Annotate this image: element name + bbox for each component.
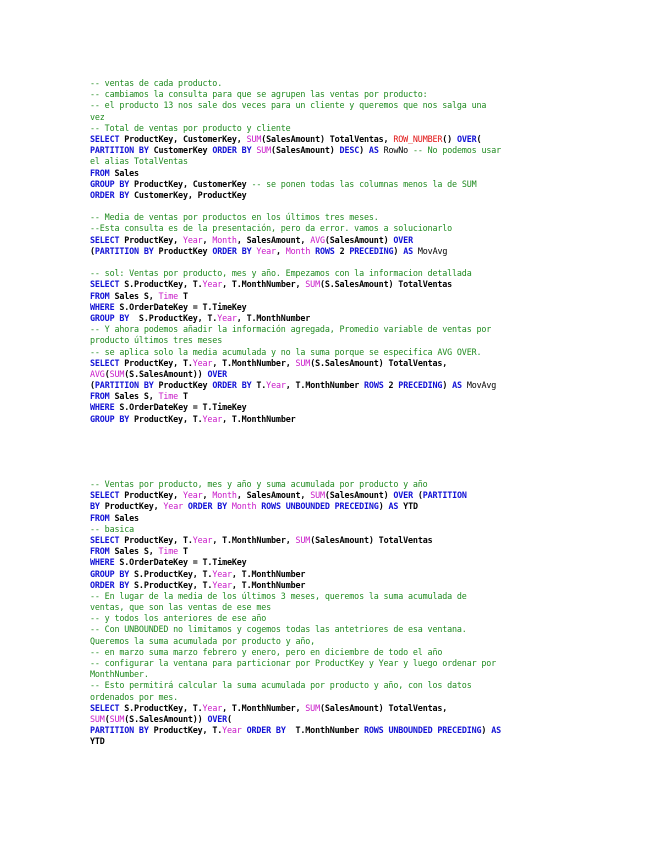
- code-token: producto últimos tres meses: [90, 335, 223, 346]
- code-line: [90, 358, 572, 369]
- code-token: -- basica: [90, 523, 135, 534]
- code-line: [90, 490, 572, 501]
- code-token: GROUP BY: [90, 568, 135, 579]
- code-token: , T.MonthNumber: [231, 579, 306, 590]
- code-line: [90, 658, 572, 669]
- code-line: [90, 591, 572, 602]
- sql-code-block-2: [90, 479, 572, 748]
- code-token: Year: [192, 534, 213, 545]
- code-token: -- Total de ventas por producto y cliente: [90, 122, 291, 133]
- code-token: el alias TotalVentas: [90, 156, 188, 167]
- code-token: SUM: [295, 357, 311, 368]
- code-token: AS: [388, 501, 404, 512]
- code-token: ventas, que son las ventas de ese mes: [90, 602, 272, 613]
- code-token: PARTITION BY: [90, 725, 154, 736]
- code-token: T: [182, 391, 188, 402]
- code-token: Queremos la suma acumulada por producto y año,: [90, 635, 316, 646]
- code-token: SUM: [109, 713, 125, 724]
- code-token: Year: [212, 579, 232, 590]
- code-token: AVG: [310, 234, 325, 245]
- code-token: PARTITION BY: [90, 145, 154, 156]
- code-token: PRECEDING: [349, 245, 394, 256]
- code-token: 2: [339, 245, 350, 256]
- code-token: Year: [163, 501, 188, 512]
- code-token: PARTITION BY: [94, 380, 159, 391]
- code-token: SUM: [90, 713, 105, 724]
- code-token: -- se aplica solo la media acumulada y no la suma porque se especifica AVG OVER.: [90, 346, 482, 357]
- code-token: Year: [212, 568, 232, 579]
- code-token: -- Esto permitirá calcular la suma acumulada por producto y año, con los datos: [90, 680, 472, 691]
- code-token: ORDER BY: [212, 245, 257, 256]
- code-line: [90, 391, 572, 402]
- code-token: -- en marzo suma marzo febrero y enero, pero en diciembre de todo el año: [90, 646, 443, 657]
- code-token: Month: [212, 490, 237, 501]
- code-token: WHERE: [90, 557, 120, 568]
- code-token: AVG: [90, 368, 105, 379]
- sql-code-block-1: [90, 78, 572, 425]
- code-token: YTD: [403, 501, 418, 512]
- code-line: [90, 602, 572, 613]
- code-line: [90, 736, 572, 747]
- code-line: [90, 291, 572, 302]
- code-token: (SalesAmount): [324, 490, 394, 501]
- code-token: SELECT: [90, 490, 125, 501]
- code-token: -- Ventas por producto, mes y año y suma acumulada por producto y año: [90, 479, 428, 489]
- code-token: GROUP BY: [90, 178, 135, 189]
- code-token: S.ProductKey, T.: [134, 568, 213, 579]
- code-token: -- En lugar de la media de los últimos 3 meses, queremos la suma acumulada de: [90, 590, 467, 601]
- code-token: ProductKey: [158, 245, 213, 256]
- code-token: Time: [158, 391, 183, 402]
- code-token: -- Y ahora podemos añadir la información agregada, Promedio variable de ventas por: [90, 324, 492, 335]
- code-token: S.OrderDateKey = T.TimeKey: [119, 402, 247, 413]
- code-token: ProductKey, T.: [153, 725, 223, 736]
- code-token: , T.MonthNumber,: [212, 357, 296, 368]
- code-token: (: [90, 380, 95, 391]
- code-token: SELECT: [90, 534, 125, 545]
- code-line: [90, 557, 572, 568]
- code-token: MovAvg: [417, 245, 448, 256]
- code-token: ORDER BY: [90, 579, 135, 590]
- code-line: [90, 145, 572, 156]
- code-token: AS: [452, 380, 467, 391]
- code-token: (): [442, 133, 457, 144]
- code-token: Month: [285, 245, 316, 256]
- code-line: [90, 268, 572, 279]
- code-token: -- y todos los anteriores de ese año: [90, 613, 267, 624]
- code-token: , T.MonthNumber: [222, 413, 296, 424]
- code-token: vez: [90, 111, 105, 122]
- code-token: (S.SalesAmount) TotalVentas: [319, 279, 453, 290]
- code-token: ProductKey: [158, 380, 213, 391]
- code-line: [90, 402, 572, 413]
- code-token: (SalesAmount) TotalVentas,: [319, 702, 448, 713]
- code-line: [90, 257, 572, 268]
- code-line: [90, 313, 572, 324]
- code-token: (: [104, 713, 110, 724]
- code-token: (: [104, 368, 110, 379]
- code-line: [90, 156, 572, 167]
- code-token: ProductKey, T.: [124, 357, 193, 368]
- code-token: GROUP BY: [90, 413, 135, 424]
- code-token: FROM: [90, 391, 115, 402]
- code-token: (S.SalesAmount) TotalVentas,: [310, 357, 448, 368]
- code-token: , T.MonthNumber: [285, 380, 365, 391]
- code-token: SUM: [305, 279, 320, 290]
- code-token: S.OrderDateKey = T.TimeKey: [119, 557, 247, 568]
- code-token: OVER: [207, 368, 228, 379]
- code-token: SELECT: [90, 357, 125, 368]
- code-token: , T.MonthNumber,: [212, 534, 296, 545]
- code-token: (SalesAmount) TotalVentas: [310, 534, 433, 545]
- code-line: [90, 223, 572, 234]
- code-line: [90, 168, 572, 179]
- code-token: AS: [403, 245, 418, 256]
- code-token: OVER: [393, 234, 413, 245]
- code-line: [90, 546, 572, 557]
- code-token: Year: [202, 279, 223, 290]
- code-token: Year: [222, 725, 247, 736]
- code-token: MovAvg: [466, 380, 497, 391]
- code-token: ProductKey, T.: [124, 534, 193, 545]
- code-line: [90, 100, 572, 111]
- code-token: ORDER BY: [212, 380, 257, 391]
- code-token: PRECEDING: [398, 380, 443, 391]
- code-token: FROM: [90, 290, 115, 301]
- code-token: Year: [182, 490, 203, 501]
- code-token: , T.MonthNumber: [231, 568, 306, 579]
- code-token: Time: [158, 546, 183, 557]
- code-token: --Esta consulta es de la presentación, pero da error. vamos a solucionarlo: [90, 223, 453, 234]
- code-token: -- No podemos usar: [412, 145, 502, 156]
- code-line: [90, 580, 572, 591]
- code-token: MonthNumber.: [90, 669, 149, 680]
- code-token: (: [476, 133, 482, 144]
- code-token: , SalesAmount,: [236, 234, 311, 245]
- code-token: ordenados por mes.: [90, 691, 179, 702]
- code-token: ROWS: [364, 380, 389, 391]
- code-token: Sales: [114, 512, 139, 523]
- code-token: FROM: [90, 167, 115, 178]
- code-token: S.ProductKey, T.: [138, 312, 218, 323]
- code-line: [90, 725, 572, 736]
- code-token: SUM: [256, 145, 272, 156]
- code-token: 2: [388, 380, 399, 391]
- code-line: [90, 703, 572, 714]
- code-token: ORDER BY: [246, 725, 296, 736]
- code-token: ORDER BY: [212, 145, 257, 156]
- code-token: ): [393, 245, 404, 256]
- code-token: Year: [182, 234, 203, 245]
- code-token: ProductKey, CustomerKey,: [124, 133, 247, 144]
- code-line: [90, 134, 572, 145]
- code-token: , T.MonthNumber,: [222, 702, 306, 713]
- code-token: -- Con UNBOUNDED no limitamos y cogemos todas las antetriores de esa ventana.: [90, 624, 467, 635]
- code-token: Sales S,: [114, 391, 159, 402]
- code-line: [90, 246, 572, 257]
- code-line: [90, 89, 572, 100]
- code-token: AS: [491, 725, 502, 736]
- code-token: ,: [202, 490, 213, 501]
- code-line: [90, 369, 572, 380]
- code-token: ORDER BY: [187, 501, 232, 512]
- code-token: ProductKey, T.: [134, 413, 203, 424]
- code-token: SUM: [109, 368, 125, 379]
- code-token: -- ventas de cada producto.: [90, 78, 223, 88]
- code-line: [90, 212, 572, 223]
- code-token: ): [359, 145, 369, 156]
- code-token: T: [182, 546, 188, 557]
- code-token: ORDER BY: [90, 189, 135, 200]
- code-token: S.OrderDateKey = T.TimeKey: [119, 301, 247, 312]
- code-token: ProductKey, CustomerKey: [134, 178, 252, 189]
- code-line: [90, 335, 572, 346]
- code-line: [90, 414, 572, 425]
- code-line: [90, 680, 572, 691]
- code-token: BY: [90, 501, 105, 512]
- code-token: -- configurar la ventana para particionar por ProductKey y Year y luego ordenar por: [90, 658, 497, 668]
- code-token: SELECT: [90, 234, 125, 245]
- code-token: WHERE: [90, 301, 120, 312]
- code-line: [90, 324, 572, 335]
- code-token: Time: [158, 290, 183, 301]
- code-token: (S.SalesAmount)): [124, 713, 208, 724]
- code-token: YTD: [90, 736, 105, 747]
- code-token: Month: [212, 234, 237, 245]
- code-line: [90, 692, 572, 703]
- code-token: GROUP BY: [90, 312, 139, 323]
- code-token: Sales: [114, 167, 139, 178]
- code-token: S.ProductKey, T.: [124, 279, 203, 290]
- code-line: [90, 179, 572, 190]
- code-token: -- cambiamos la consulta para que se agrupen las ventas por producto:: [90, 89, 428, 100]
- code-token: FROM: [90, 546, 115, 557]
- code-token: Year: [202, 413, 223, 424]
- code-token: -- sol: Ventas por producto, mes y año. Empezamos con la informacion detallada: [90, 268, 472, 279]
- code-token: ,: [202, 234, 213, 245]
- code-token: DESC: [339, 145, 360, 156]
- code-line: [90, 235, 572, 246]
- code-line: [90, 190, 572, 201]
- code-line: [90, 479, 572, 490]
- code-token: RowNo: [383, 145, 413, 156]
- code-line: [90, 380, 572, 391]
- code-line: [90, 624, 572, 635]
- code-token: Year: [192, 357, 213, 368]
- code-line: [90, 669, 572, 680]
- code-token: Year: [256, 245, 276, 256]
- code-token: , T.MonthNumber,: [222, 279, 306, 290]
- code-token: ROWS UNBOUNDED PRECEDING: [364, 725, 482, 736]
- code-token: T: [182, 290, 188, 301]
- code-line: [90, 302, 572, 313]
- code-token: T.: [256, 380, 267, 391]
- code-token: SUM: [305, 702, 320, 713]
- code-token: ProductKey,: [124, 234, 183, 245]
- code-token: FROM: [90, 512, 115, 523]
- code-token: SUM: [246, 133, 262, 144]
- code-token: ): [481, 725, 492, 736]
- code-token: Sales S,: [114, 290, 159, 301]
- code-token: ProductKey,: [124, 490, 183, 501]
- code-line: [90, 279, 572, 290]
- code-token: Year: [217, 312, 237, 323]
- code-line: [90, 513, 572, 524]
- code-token: T.MonthNumber: [295, 725, 364, 736]
- code-token: ): [442, 380, 453, 391]
- code-token: S.ProductKey, T.: [124, 702, 203, 713]
- code-token: , SalesAmount,: [236, 490, 311, 501]
- code-line: [90, 347, 572, 358]
- code-token: CustomerKey, ProductKey: [134, 189, 247, 200]
- code-token: ): [378, 501, 389, 512]
- code-line: [90, 112, 572, 123]
- code-token: -- se ponen todas las columnas menos la de SUM: [251, 178, 477, 189]
- code-token: Year: [266, 380, 286, 391]
- code-token: ,: [275, 245, 286, 256]
- code-token: WHERE: [90, 402, 120, 413]
- code-token: (SalesAmount): [324, 234, 394, 245]
- code-line: [90, 535, 572, 546]
- code-token: , T.MonthNumber: [236, 312, 311, 323]
- code-token: CustomerKey: [153, 145, 213, 156]
- code-token: SELECT: [90, 279, 125, 290]
- code-line: [90, 123, 572, 134]
- code-token: PARTITION BY: [94, 245, 159, 256]
- code-line: [90, 201, 572, 212]
- code-token: -- el producto 13 nos sale dos veces para un cliente y queremos que nos salga una: [90, 100, 487, 111]
- code-token: OVER: [456, 133, 477, 144]
- code-token: (S.SalesAmount)): [124, 368, 208, 379]
- code-token: Month: [231, 501, 262, 512]
- code-token: SUM: [295, 534, 311, 545]
- code-token: ROW_NUMBER: [393, 133, 443, 144]
- code-token: ProductKey,: [104, 501, 164, 512]
- code-token: OVER: [393, 490, 418, 501]
- code-token: (: [90, 245, 95, 256]
- code-line: [90, 501, 572, 512]
- code-token: S.ProductKey, T.: [134, 579, 213, 590]
- code-token: PARTITION: [422, 490, 467, 501]
- code-line: [90, 524, 572, 535]
- code-token: SUM: [310, 490, 325, 501]
- code-token: -- Media de ventas por productos en los últimos tres meses.: [90, 212, 379, 223]
- code-line: [90, 714, 572, 725]
- code-line: [90, 647, 572, 658]
- code-token: SELECT: [90, 702, 125, 713]
- code-line: [90, 636, 572, 647]
- code-line: [90, 613, 572, 624]
- code-token: OVER: [207, 713, 228, 724]
- code-token: (: [417, 490, 423, 501]
- code-token: ROWS: [315, 245, 340, 256]
- code-line: [90, 78, 572, 89]
- code-line: [90, 569, 572, 580]
- code-token: Year: [202, 702, 223, 713]
- code-token: (: [227, 713, 232, 724]
- code-token: AS: [368, 145, 384, 156]
- code-token: (SalesAmount) TotalVentas,: [261, 133, 394, 144]
- code-token: (SalesAmount): [271, 145, 340, 156]
- code-token: SELECT: [90, 133, 125, 144]
- code-token: Sales S,: [114, 546, 159, 557]
- code-token: ROWS UNBOUNDED PRECEDING: [261, 501, 379, 512]
